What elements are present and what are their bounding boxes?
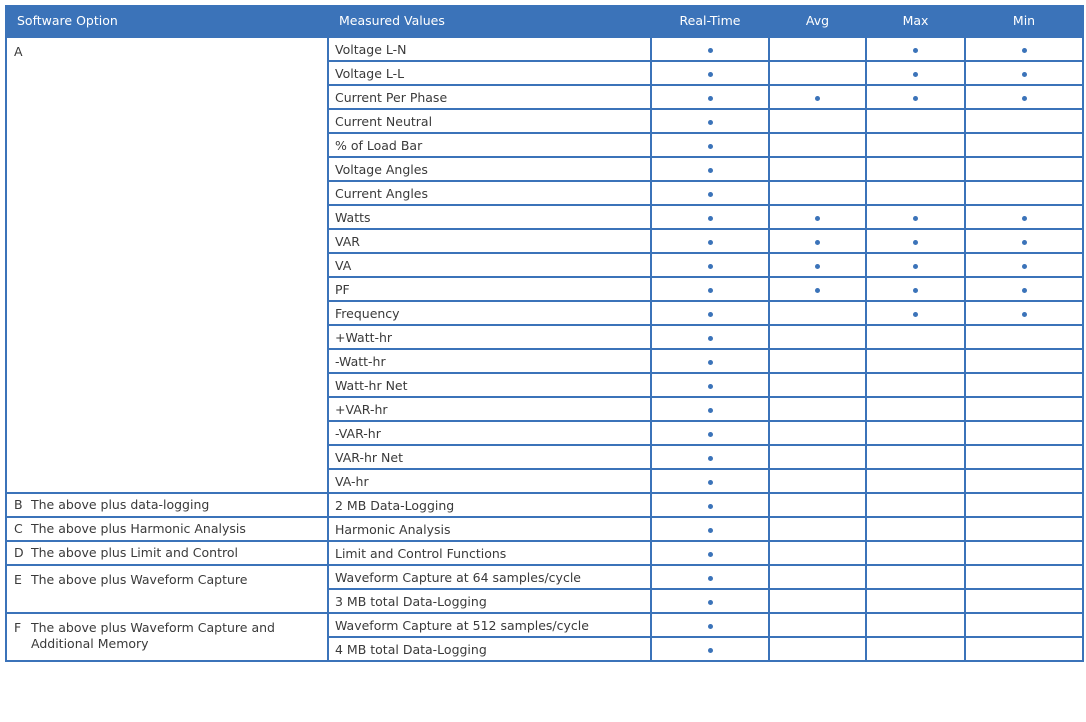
bullet-icon xyxy=(708,576,713,581)
min-cell xyxy=(965,301,1083,325)
bullet-icon xyxy=(708,192,713,197)
option-description: The above plus data-logging xyxy=(31,497,210,512)
measured-value-cell: 2 MB Data-Logging xyxy=(328,493,651,517)
real-time-cell xyxy=(651,157,769,181)
real-time-cell xyxy=(651,397,769,421)
min-cell xyxy=(965,541,1083,565)
avg-cell xyxy=(769,541,866,565)
avg-cell xyxy=(769,325,866,349)
measured-value-cell: Current Neutral xyxy=(328,109,651,133)
measured-value-cell: VA xyxy=(328,253,651,277)
real-time-cell xyxy=(651,445,769,469)
max-cell xyxy=(866,157,965,181)
min-cell xyxy=(965,157,1083,181)
software-option-cell xyxy=(6,493,328,517)
real-time-cell xyxy=(651,517,769,541)
max-cell xyxy=(866,85,965,109)
option-description: The above plus Limit and Control xyxy=(31,545,238,560)
min-cell xyxy=(965,85,1083,109)
avg-cell xyxy=(769,301,866,325)
max-cell xyxy=(866,37,965,61)
measured-value-cell: Frequency xyxy=(328,301,651,325)
bullet-icon xyxy=(708,504,713,509)
option-code: F xyxy=(14,620,22,635)
max-cell xyxy=(866,517,965,541)
bullet-icon xyxy=(1022,216,1027,221)
avg-cell xyxy=(769,109,866,133)
option-code: B xyxy=(14,497,23,512)
bullet-icon xyxy=(913,264,918,269)
avg-cell xyxy=(769,613,866,637)
avg-cell xyxy=(769,253,866,277)
option-description: The above plus Harmonic Analysis xyxy=(31,521,246,536)
software-option-cell xyxy=(6,541,328,565)
measured-value-cell: 4 MB total Data-Logging xyxy=(328,637,651,661)
real-time-cell xyxy=(651,181,769,205)
real-time-cell xyxy=(651,277,769,301)
bullet-icon xyxy=(708,96,713,101)
bullet-icon xyxy=(913,72,918,77)
real-time-cell xyxy=(651,469,769,493)
min-cell xyxy=(965,469,1083,493)
header-real-time: Real-Time xyxy=(651,5,769,37)
measured-value-cell: Voltage L-N xyxy=(328,37,651,61)
header-min: Min xyxy=(965,5,1083,37)
min-cell xyxy=(965,589,1083,613)
header-avg: Avg xyxy=(769,5,866,37)
bullet-icon xyxy=(708,600,713,605)
max-cell xyxy=(866,397,965,421)
avg-cell xyxy=(769,349,866,373)
real-time-cell xyxy=(651,565,769,589)
avg-cell xyxy=(769,133,866,157)
real-time-cell xyxy=(651,85,769,109)
measured-value-cell: Watts xyxy=(328,205,651,229)
software-option-cell xyxy=(6,517,328,541)
min-cell xyxy=(965,37,1083,61)
bullet-icon xyxy=(913,216,918,221)
max-cell xyxy=(866,109,965,133)
avg-cell xyxy=(769,205,866,229)
bullet-icon xyxy=(1022,72,1027,77)
avg-cell xyxy=(769,277,866,301)
measured-value-cell: Voltage Angles xyxy=(328,157,651,181)
software-option-cell xyxy=(6,565,328,613)
max-cell xyxy=(866,589,965,613)
min-cell xyxy=(965,229,1083,253)
min-cell xyxy=(965,517,1083,541)
avg-cell xyxy=(769,445,866,469)
measured-value-cell: Harmonic Analysis xyxy=(328,517,651,541)
max-cell xyxy=(866,445,965,469)
max-cell xyxy=(866,565,965,589)
bullet-icon xyxy=(913,48,918,53)
avg-cell xyxy=(769,37,866,61)
real-time-cell xyxy=(651,253,769,277)
real-time-cell xyxy=(651,325,769,349)
avg-cell xyxy=(769,85,866,109)
avg-cell xyxy=(769,589,866,613)
table-header xyxy=(6,5,1083,37)
bullet-icon xyxy=(708,624,713,629)
bullet-icon xyxy=(708,552,713,557)
bullet-icon xyxy=(913,312,918,317)
avg-cell xyxy=(769,469,866,493)
bullet-icon xyxy=(708,312,713,317)
real-time-cell xyxy=(651,133,769,157)
avg-cell xyxy=(769,565,866,589)
option-description: The above plus Waveform Capture and Additional Memory xyxy=(31,620,275,651)
real-time-cell xyxy=(651,61,769,85)
header-measured-values: Measured Values xyxy=(328,5,651,37)
min-cell xyxy=(965,397,1083,421)
real-time-cell xyxy=(651,421,769,445)
bullet-icon xyxy=(708,648,713,653)
max-cell xyxy=(866,133,965,157)
bullet-icon xyxy=(1022,48,1027,53)
max-cell xyxy=(866,349,965,373)
table-row xyxy=(6,517,1083,541)
bullet-icon xyxy=(708,264,713,269)
measured-value-cell: VAR-hr Net xyxy=(328,445,651,469)
bullet-icon xyxy=(708,432,713,437)
avg-cell xyxy=(769,61,866,85)
software-options-table xyxy=(5,5,1084,662)
bullet-icon xyxy=(708,120,713,125)
real-time-cell xyxy=(651,37,769,61)
real-time-cell xyxy=(651,637,769,661)
measured-value-cell: -VAR-hr xyxy=(328,421,651,445)
table-row xyxy=(6,493,1083,517)
table-row xyxy=(6,565,1083,589)
bullet-icon xyxy=(708,360,713,365)
bullet-icon xyxy=(708,288,713,293)
bullet-icon xyxy=(708,72,713,77)
max-cell xyxy=(866,301,965,325)
bullet-icon xyxy=(1022,96,1027,101)
max-cell xyxy=(866,325,965,349)
bullet-icon xyxy=(1022,240,1027,245)
option-code: E xyxy=(14,572,22,587)
bullet-icon xyxy=(708,216,713,221)
avg-cell xyxy=(769,229,866,253)
min-cell xyxy=(965,109,1083,133)
bullet-icon xyxy=(708,408,713,413)
measured-value-cell: Waveform Capture at 512 samples/cycle xyxy=(328,613,651,637)
real-time-cell xyxy=(651,493,769,517)
avg-cell xyxy=(769,181,866,205)
real-time-cell xyxy=(651,205,769,229)
max-cell xyxy=(866,61,965,85)
real-time-cell xyxy=(651,349,769,373)
software-option-cell xyxy=(6,613,328,661)
min-cell xyxy=(965,349,1083,373)
min-cell xyxy=(965,637,1083,661)
max-cell xyxy=(866,469,965,493)
bullet-icon xyxy=(708,48,713,53)
avg-cell xyxy=(769,373,866,397)
bullet-icon xyxy=(708,336,713,341)
measured-value-cell: % of Load Bar xyxy=(328,133,651,157)
measured-value-cell: PF xyxy=(328,277,651,301)
max-cell xyxy=(866,421,965,445)
max-cell xyxy=(866,373,965,397)
measured-value-cell: 3 MB total Data-Logging xyxy=(328,589,651,613)
max-cell xyxy=(866,541,965,565)
avg-cell xyxy=(769,517,866,541)
table-row xyxy=(6,37,1083,61)
measured-value-cell: Watt-hr Net xyxy=(328,373,651,397)
real-time-cell xyxy=(651,373,769,397)
option-code: C xyxy=(14,521,23,536)
measured-value-cell: VAR xyxy=(328,229,651,253)
bullet-icon xyxy=(708,456,713,461)
min-cell xyxy=(965,61,1083,85)
min-cell xyxy=(965,613,1083,637)
bullet-icon xyxy=(913,240,918,245)
bullet-icon xyxy=(708,240,713,245)
min-cell xyxy=(965,205,1083,229)
real-time-cell xyxy=(651,541,769,565)
measured-value-cell: Current Angles xyxy=(328,181,651,205)
option-description: The above plus Waveform Capture xyxy=(31,572,248,587)
measured-value-cell: +VAR-hr xyxy=(328,397,651,421)
min-cell xyxy=(965,253,1083,277)
bullet-icon xyxy=(815,96,820,101)
max-cell xyxy=(866,229,965,253)
header-software-option: Software Option xyxy=(6,5,328,37)
measured-value-cell: Waveform Capture at 64 samples/cycle xyxy=(328,565,651,589)
min-cell xyxy=(965,565,1083,589)
bullet-icon xyxy=(708,480,713,485)
bullet-icon xyxy=(815,240,820,245)
measured-value-cell: +Watt-hr xyxy=(328,325,651,349)
table-body xyxy=(6,37,1083,661)
max-cell xyxy=(866,637,965,661)
measured-value-cell: Current Per Phase xyxy=(328,85,651,109)
measured-value-cell: VA-hr xyxy=(328,469,651,493)
table-row xyxy=(6,541,1083,565)
bullet-icon xyxy=(708,168,713,173)
measured-value-cell: -Watt-hr xyxy=(328,349,651,373)
bullet-icon xyxy=(1022,312,1027,317)
bullet-icon xyxy=(913,288,918,293)
min-cell xyxy=(965,445,1083,469)
max-cell xyxy=(866,493,965,517)
max-cell xyxy=(866,613,965,637)
measured-value-cell: Limit and Control Functions xyxy=(328,541,651,565)
min-cell xyxy=(965,325,1083,349)
min-cell xyxy=(965,277,1083,301)
min-cell xyxy=(965,421,1083,445)
bullet-icon xyxy=(815,216,820,221)
max-cell xyxy=(866,181,965,205)
avg-cell xyxy=(769,157,866,181)
bullet-icon xyxy=(708,384,713,389)
max-cell xyxy=(866,253,965,277)
real-time-cell xyxy=(651,613,769,637)
real-time-cell xyxy=(651,109,769,133)
option-code: D xyxy=(14,545,24,560)
min-cell xyxy=(965,181,1083,205)
min-cell xyxy=(965,133,1083,157)
bullet-icon xyxy=(815,288,820,293)
avg-cell xyxy=(769,397,866,421)
real-time-cell xyxy=(651,229,769,253)
avg-cell xyxy=(769,637,866,661)
table-row xyxy=(6,613,1083,637)
real-time-cell xyxy=(651,589,769,613)
min-cell xyxy=(965,493,1083,517)
min-cell xyxy=(965,373,1083,397)
bullet-icon xyxy=(708,528,713,533)
bullet-icon xyxy=(815,264,820,269)
max-cell xyxy=(866,205,965,229)
avg-cell xyxy=(769,493,866,517)
header-row xyxy=(6,5,1083,37)
max-cell xyxy=(866,277,965,301)
bullet-icon xyxy=(913,96,918,101)
bullet-icon xyxy=(1022,264,1027,269)
measured-value-cell: Voltage L-L xyxy=(328,61,651,85)
avg-cell xyxy=(769,421,866,445)
option-code: A xyxy=(14,44,23,59)
bullet-icon xyxy=(708,144,713,149)
software-option-cell xyxy=(6,37,328,493)
bullet-icon xyxy=(1022,288,1027,293)
real-time-cell xyxy=(651,301,769,325)
header-max: Max xyxy=(866,5,965,37)
